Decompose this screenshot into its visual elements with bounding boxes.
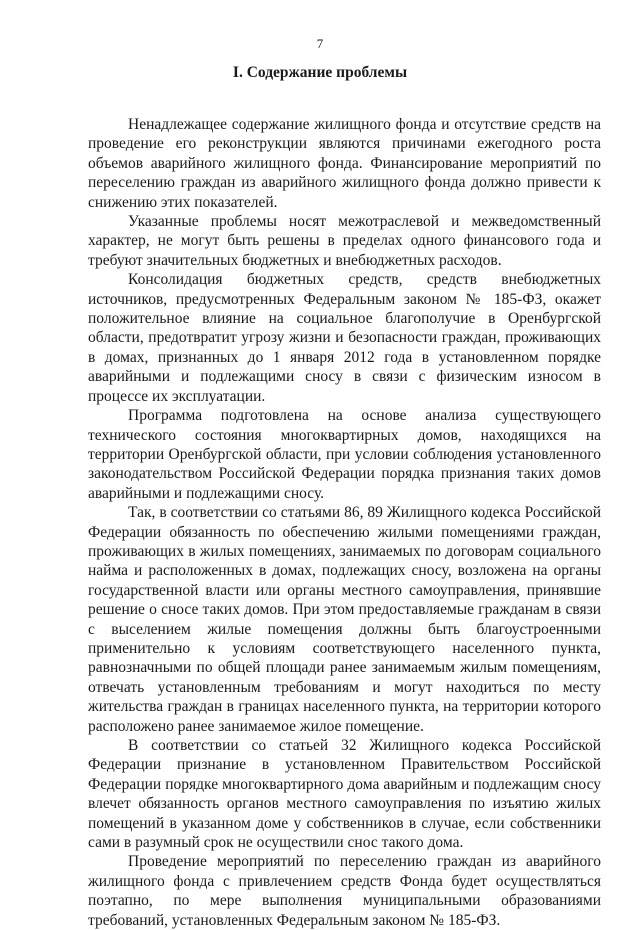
paragraph-4: Программа подготовлена на основе анализа существующего технического состояния многоквартирных домов, находящихся на территории Оренбургской области, при условии соблюдения установленного законодательством Российской Федерации порядка признания таких домов аварийными и подлежащими сносу. <box>88 407 601 502</box>
page-number: 7 <box>316 36 324 51</box>
paragraph-2: Указанные проблемы носят межотраслевой и межведомственный характер, не могут быть решены в пределах одного финансового года и требуют значительных бюджетных и внебюджетных расходов. <box>88 213 601 269</box>
paragraph-6: В соответствии со статьей 32 Жилищного кодекса Российской Федерации признание в установленном Правительством Российской Федерации порядке многоквартирного дома аварийным и подлежащим сносу влечет обязанность органов местного самоуправления по изъятию жилых помещений в указанном доме у собственников в случае, если собственники сами в разумный срок не осуществили снос такого дома. <box>88 737 601 852</box>
body-text <box>88 115 601 930</box>
section-title: I. Содержание проблемы <box>232 64 408 81</box>
paragraph-5: Так, в соответствии со статьями 86, 89 Жилищного кодекса Российской Федерации обязанность по обеспечению жилыми помещениями граждан, проживающих в жилых помещениях, занимаемых по договорам социального найма и расположенных в домах, подлежащих сносу, возложена на органы государственной власти или органы местного самоуправления, принявшие решение о сносе таких домов. При этом предоставляемые гражданам в связи с выселением жилые помещения должны быть благоустроенными применительно к условиям соответствующего населенного пункта, равнозначными по общей площади ранее занимаемым жилым помещениям, отвечать установленным требованиям и могут находиться по месту жительства граждан в границах населенного пункта, на территории которого расположено ранее занимаемое жилое помещение. <box>88 504 601 735</box>
paragraph-1: Ненадлежащее содержание жилищного фонда и отсутствие средств на проведение его реконструкции являются причинами ежегодного роста объемов аварийного жилищного фонда. Финансирование мероприятий по переселению граждан из аварийного жилищного фонда должно привести к снижению этих показателей. <box>88 116 601 211</box>
paragraph-3: Консолидация бюджетных средств, средств внебюджетных источников, предусмотренных Федеральным законом № 185-ФЗ, окажет положительное влияние на социальное благополучие в Оренбургской области, предотвратит угрозу жизни и безопасности граждан, проживающих в домах, признанных до 1 января 2012 года в установленном порядке аварийными и подлежащими сносу в связи с физическим износом в процессе их эксплуатации. <box>88 271 601 405</box>
paragraph-7: Проведение мероприятий по переселению граждан из аварийного жилищного фонда с привлечением средств Фонда будет осуществляться поэтапно, по мере выполнения муниципальными образованиями требований, установленных Федеральным законом № 185-ФЗ. <box>88 853 601 929</box>
